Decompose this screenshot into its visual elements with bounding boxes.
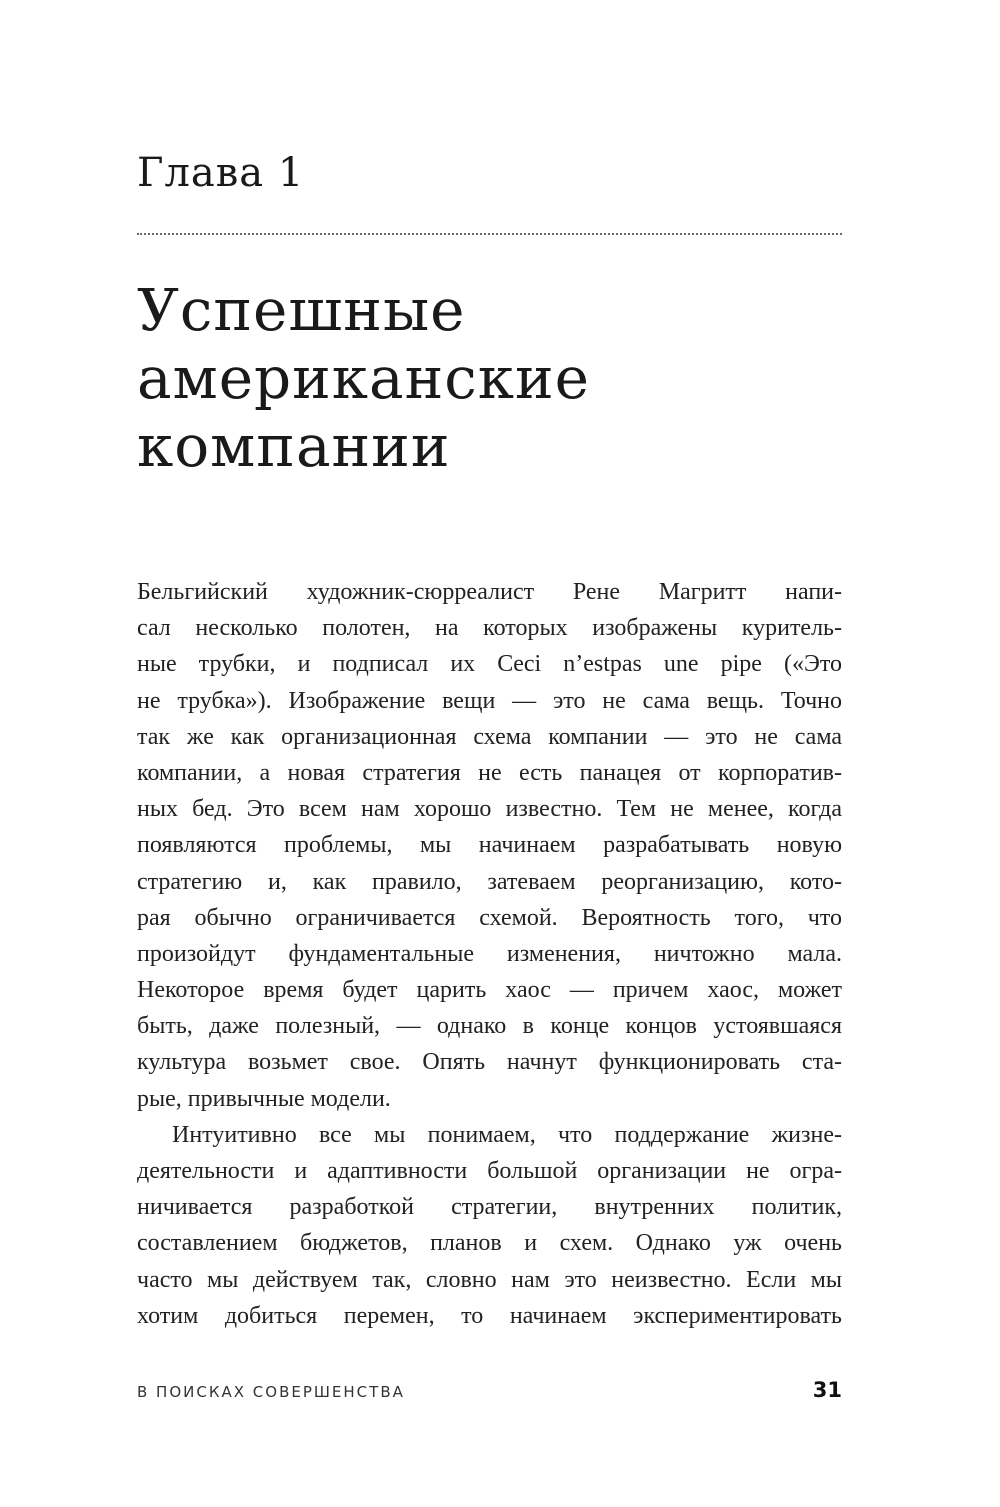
text-line: появляются проблемы, мы начинаем разрабатывать новую xyxy=(137,832,842,859)
text-line: так же как организационная схема компании — это не сама xyxy=(137,723,842,750)
text-line: рые, привычные модели. xyxy=(137,1085,391,1112)
text-line: Интуитивно все мы понимаем, что поддержание жизне- xyxy=(172,1121,842,1148)
text-line: ные трубки, и подписал их Ceci n’estpas une pipe («Это xyxy=(137,651,842,678)
paragraph xyxy=(137,574,842,1117)
paragraph xyxy=(137,1117,842,1334)
text-line: ничивается разработкой стратегии, внутренних политик, xyxy=(137,1194,842,1221)
text-line: часто мы действуем так, словно нам это неизвестно. Если мы xyxy=(137,1266,842,1293)
text-line: Некоторое время будет царить хаос — причем хаос, может xyxy=(137,977,842,1004)
text-line: деятельности и адаптивности большой организации не огра- xyxy=(137,1158,842,1184)
text-line: компании, а новая стратегия не есть панацея от корпоратив- xyxy=(137,759,842,786)
text-line: не трубка»). Изображение вещи — это не сама вещь. Точно xyxy=(137,687,842,714)
chapter-label: Глава 1 xyxy=(137,150,305,196)
text-line: произойдут фундаментальные изменения, ничтожно мала. xyxy=(137,940,842,967)
text-line: составлением бюджетов, планов и схем. Однако уж очень xyxy=(137,1230,842,1257)
text-line: хотим добиться перемен, то начинаем экспериментировать xyxy=(137,1302,842,1329)
running-footer-title: В ПОИСКАХ СОВЕРШЕНСТВА xyxy=(137,1383,405,1401)
text-line: ных бед. Это всем нам хорошо известно. Тем не менее, когда xyxy=(137,796,842,823)
page-number: 31 xyxy=(812,1378,842,1402)
chapter-title-line: американские xyxy=(137,344,591,412)
text-line: рая обычно ограничивается схемой. Вероятность того, что xyxy=(137,904,842,931)
chapter-title-line: Успешные xyxy=(137,276,466,344)
text-line: стратегию и, как правило, затеваем реорганизацию, кото- xyxy=(137,868,842,895)
chapter-title xyxy=(137,276,857,480)
text-line: Бельгийский художник-сюрреалист Рене Магритт напи- xyxy=(137,579,842,605)
body-text xyxy=(137,574,842,1334)
text-line: быть, даже полезный, — однако в конце концов устоявшаяся xyxy=(137,1013,842,1040)
text-line: сал несколько полотен, на которых изображены куритель- xyxy=(137,615,842,642)
chapter-divider xyxy=(137,233,842,235)
text-line: культура возьмет свое. Опять начнут функционировать ста- xyxy=(137,1049,842,1076)
chapter-title-line: компании xyxy=(137,412,451,480)
